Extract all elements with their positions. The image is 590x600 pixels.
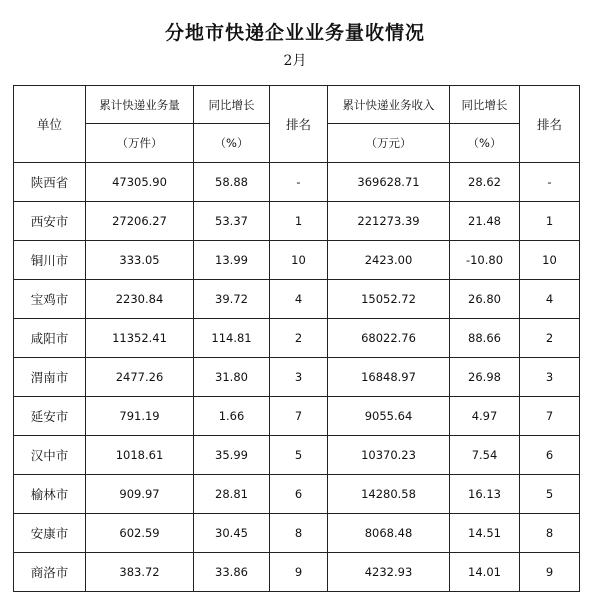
cell-revenue: 16848.97: [328, 358, 450, 397]
cell-volume-yoy: 58.88: [194, 163, 270, 202]
cell-volume-rank: 1: [270, 202, 328, 241]
cell-unit: 安康市: [14, 514, 86, 553]
cell-volume-yoy: 33.86: [194, 553, 270, 592]
col-header-revenue: 累计快递业务收入: [328, 86, 450, 124]
page-subtitle: 2月: [283, 53, 307, 69]
cell-revenue-rank: 10: [520, 241, 580, 280]
cell-revenue: 9055.64: [328, 397, 450, 436]
col-header-revenue-yoy-unit: （%）: [450, 124, 520, 163]
cell-revenue: 4232.93: [328, 553, 450, 592]
cell-unit: 陕西省: [14, 163, 86, 202]
col-header-unit: 单位: [14, 86, 86, 163]
cell-revenue-rank: 1: [520, 202, 580, 241]
cell-volume-yoy: 114.81: [194, 319, 270, 358]
cell-volume: 47305.90: [86, 163, 194, 202]
cell-revenue-rank: 9: [520, 553, 580, 592]
cell-revenue-rank: 4: [520, 280, 580, 319]
col-header-volume-yoy: 同比增长: [194, 86, 270, 124]
cell-volume-rank: -: [270, 163, 328, 202]
cell-volume: 383.72: [86, 553, 194, 592]
cell-revenue-yoy: 28.62: [450, 163, 520, 202]
cell-revenue-rank: 2: [520, 319, 580, 358]
cell-revenue-rank: 3: [520, 358, 580, 397]
table-row: [14, 241, 580, 280]
cell-volume: 333.05: [86, 241, 194, 280]
cell-revenue-yoy: 26.98: [450, 358, 520, 397]
table-row: [14, 163, 580, 202]
cell-volume-rank: 8: [270, 514, 328, 553]
cell-revenue-yoy: 7.54: [450, 436, 520, 475]
cell-revenue: 10370.23: [328, 436, 450, 475]
cell-unit: 咸阳市: [14, 319, 86, 358]
cell-revenue: 14280.58: [328, 475, 450, 514]
table-row: [14, 436, 580, 475]
express-business-table: [13, 85, 580, 592]
cell-volume-yoy: 28.81: [194, 475, 270, 514]
cell-volume: 909.97: [86, 475, 194, 514]
cell-revenue-yoy: 26.80: [450, 280, 520, 319]
cell-revenue-rank: 8: [520, 514, 580, 553]
cell-revenue-rank: -: [520, 163, 580, 202]
cell-volume: 1018.61: [86, 436, 194, 475]
cell-volume-yoy: 30.45: [194, 514, 270, 553]
cell-revenue: 15052.72: [328, 280, 450, 319]
cell-revenue-yoy: 16.13: [450, 475, 520, 514]
cell-volume-rank: 5: [270, 436, 328, 475]
cell-volume: 2477.26: [86, 358, 194, 397]
cell-revenue: 68022.76: [328, 319, 450, 358]
header-row-1: [14, 86, 580, 124]
cell-unit: 商洛市: [14, 553, 86, 592]
cell-volume: 2230.84: [86, 280, 194, 319]
cell-volume-rank: 10: [270, 241, 328, 280]
cell-volume-yoy: 53.37: [194, 202, 270, 241]
cell-volume-yoy: 1.66: [194, 397, 270, 436]
table-row: [14, 319, 580, 358]
table-row: [14, 202, 580, 241]
table-row: [14, 553, 580, 592]
cell-volume-yoy: 13.99: [194, 241, 270, 280]
col-header-volume: 累计快递业务量: [86, 86, 194, 124]
cell-revenue: 2423.00: [328, 241, 450, 280]
table-row: [14, 280, 580, 319]
page-title: 分地市快递企业业务量收情况: [164, 22, 425, 44]
cell-unit: 渭南市: [14, 358, 86, 397]
col-header-revenue-rank: 排名: [520, 86, 580, 163]
cell-revenue-rank: 5: [520, 475, 580, 514]
cell-volume-yoy: 39.72: [194, 280, 270, 319]
table-row: [14, 514, 580, 553]
cell-unit: 榆林市: [14, 475, 86, 514]
cell-volume-rank: 9: [270, 553, 328, 592]
cell-volume: 602.59: [86, 514, 194, 553]
col-header-volume-unit: （万件）: [86, 124, 194, 163]
cell-unit: 延安市: [14, 397, 86, 436]
cell-volume-rank: 4: [270, 280, 328, 319]
table-row: [14, 397, 580, 436]
col-header-volume-yoy-unit: （%）: [194, 124, 270, 163]
col-header-revenue-unit: （万元）: [328, 124, 450, 163]
col-header-revenue-yoy: 同比增长: [450, 86, 520, 124]
cell-revenue: 8068.48: [328, 514, 450, 553]
cell-unit: 西安市: [14, 202, 86, 241]
cell-revenue-yoy: 21.48: [450, 202, 520, 241]
cell-revenue: 221273.39: [328, 202, 450, 241]
cell-volume-yoy: 31.80: [194, 358, 270, 397]
cell-revenue-rank: 7: [520, 397, 580, 436]
cell-volume: 791.19: [86, 397, 194, 436]
cell-revenue-yoy: 4.97: [450, 397, 520, 436]
cell-volume-rank: 7: [270, 397, 328, 436]
table-body: [14, 163, 580, 592]
cell-volume: 27206.27: [86, 202, 194, 241]
cell-revenue-yoy: -10.80: [450, 241, 520, 280]
cell-unit: 宝鸡市: [14, 280, 86, 319]
cell-revenue-yoy: 14.51: [450, 514, 520, 553]
cell-revenue: 369628.71: [328, 163, 450, 202]
table-row: [14, 358, 580, 397]
cell-volume-rank: 6: [270, 475, 328, 514]
cell-revenue-yoy: 14.01: [450, 553, 520, 592]
col-header-volume-rank: 排名: [270, 86, 328, 163]
cell-volume-rank: 2: [270, 319, 328, 358]
table-row: [14, 475, 580, 514]
cell-volume-rank: 3: [270, 358, 328, 397]
cell-unit: 汉中市: [14, 436, 86, 475]
cell-revenue-rank: 6: [520, 436, 580, 475]
cell-volume: 11352.41: [86, 319, 194, 358]
cell-unit: 铜川市: [14, 241, 86, 280]
cell-volume-yoy: 35.99: [194, 436, 270, 475]
cell-revenue-yoy: 88.66: [450, 319, 520, 358]
